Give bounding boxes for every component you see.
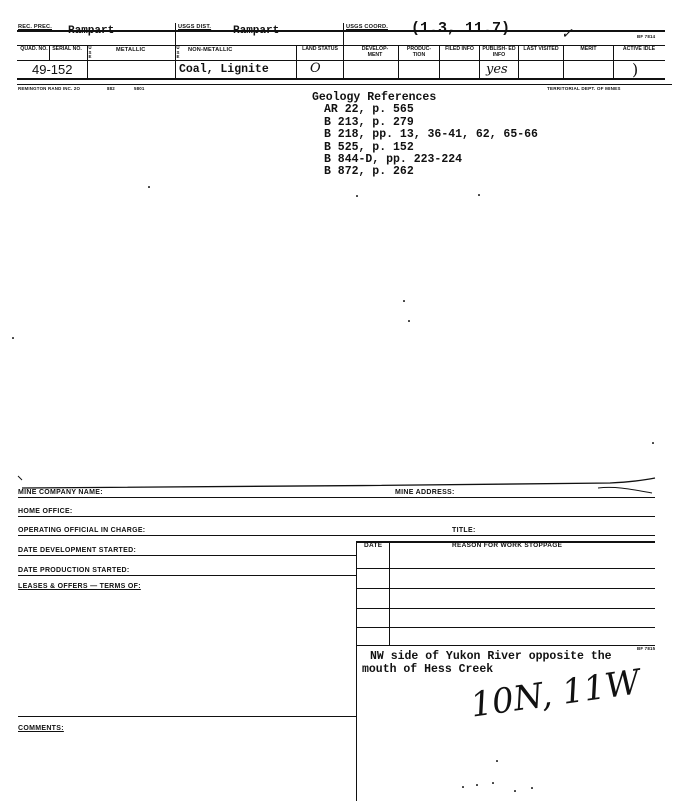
reference-item: AR 22, p. 565 xyxy=(324,103,414,117)
rec-prec-value: Rampart xyxy=(68,25,115,37)
quad-serial-value: 49-152 xyxy=(32,62,73,77)
mine-company-name-label: MINE COMPANY NAME: xyxy=(18,489,103,496)
printer-imprint: REMINGTON RAND INC. 2O xyxy=(18,86,81,91)
reference-item: B 872, p. 262 xyxy=(324,165,414,179)
geology-references-heading: Geology References xyxy=(312,91,437,104)
usgs-dist-label: USGS DIST. xyxy=(178,24,212,30)
scan-speck xyxy=(408,320,410,322)
use-label-metallic: U S E xyxy=(88,45,92,59)
scan-speck xyxy=(476,784,478,786)
date-production-started-label: DATE PRODUCTION STARTED: xyxy=(18,567,130,574)
merit-label: MERIT xyxy=(580,46,597,52)
reference-item: B 218, pp. 13, 36-41, 62, 65-66 xyxy=(324,128,538,142)
mine-address-label: MINE ADDRESS: xyxy=(395,489,455,496)
scan-speck xyxy=(403,300,405,302)
serial-no-label: SERIAL NO. xyxy=(52,46,82,52)
handwritten-township-range: 10N, 11W xyxy=(468,662,643,726)
work-stoppage-reason-header: REASON FOR WORK STOPPAGE xyxy=(452,542,563,549)
form-top-border xyxy=(0,466,678,506)
metallic-label: METALLIC xyxy=(116,47,146,53)
geology-references xyxy=(312,92,538,179)
scan-speck xyxy=(492,782,494,784)
use-label-non-metallic: U S E xyxy=(176,45,180,59)
usgs-coord-value: (1.3, 11.7) xyxy=(411,20,511,37)
non-metallic-value: Coal, Lignite xyxy=(179,63,269,76)
comments-label: COMMENTS: xyxy=(18,725,64,732)
scan-speck xyxy=(652,442,654,444)
active-idle-label: ACTIVE IDLE xyxy=(622,46,656,52)
home-office-label: HOME OFFICE: xyxy=(18,508,73,515)
operating-official-label: OPERATING OFFICIAL IN CHARGE: xyxy=(18,527,146,534)
active-idle-value: ) xyxy=(632,60,639,79)
scan-speck xyxy=(478,194,480,196)
form-code-bottom: BF 7815 xyxy=(637,646,656,651)
scan-speck xyxy=(462,786,464,788)
rec-prec-label: REC. PREC. xyxy=(18,24,53,30)
quad-no-label: QUAD. NO. xyxy=(20,46,48,52)
merit-check-mark: ✓ xyxy=(561,26,573,42)
leases-offers-label: LEASES & OFFERS — TERMS OF: xyxy=(18,583,141,590)
scan-speck xyxy=(531,787,533,789)
non-metallic-label: NON-METALLIC xyxy=(188,47,233,53)
date-development-started-label: DATE DEVELOPMENT STARTED: xyxy=(18,547,137,554)
location-line-1: NW side of Yukon River opposite the xyxy=(370,650,612,663)
published-info-value: yes xyxy=(486,62,508,77)
usgs-coord-label: USGS COORD. xyxy=(346,24,388,30)
usgs-dist-value: Rampart xyxy=(233,25,280,37)
production-label: PRODUC- TION xyxy=(406,46,432,58)
form-code-top: BF 7814 xyxy=(637,34,656,39)
reference-item: B 213, p. 279 xyxy=(324,115,414,129)
date-column-header: DATE xyxy=(364,542,383,549)
scan-speck xyxy=(148,186,150,188)
location-line-2: mouth of Hess Creek xyxy=(362,663,494,676)
scan-speck xyxy=(514,790,516,792)
published-info-label: PUBLISH- ED INFO xyxy=(482,46,516,58)
land-status-label: LAND STATUS xyxy=(302,46,338,52)
title-label: TITLE: xyxy=(452,527,476,534)
form-number-b: 5801 xyxy=(134,86,145,91)
last-visited-label: LAST VISITED xyxy=(523,46,559,52)
land-status-value: O xyxy=(310,61,321,76)
scan-speck xyxy=(356,195,358,197)
reference-item: B 525, p. 152 xyxy=(324,140,414,154)
scan-speck xyxy=(12,337,14,339)
development-label: DEVELOP- MENT xyxy=(361,46,389,58)
scan-speck xyxy=(496,760,498,762)
reference-item: B 844-D, pp. 223-224 xyxy=(324,153,463,167)
form-number-a: 882 xyxy=(107,86,115,91)
department-imprint: TERRITORIAL DEPT. OF MINES xyxy=(547,86,621,91)
filed-info-label: FILED INFO xyxy=(445,46,474,52)
